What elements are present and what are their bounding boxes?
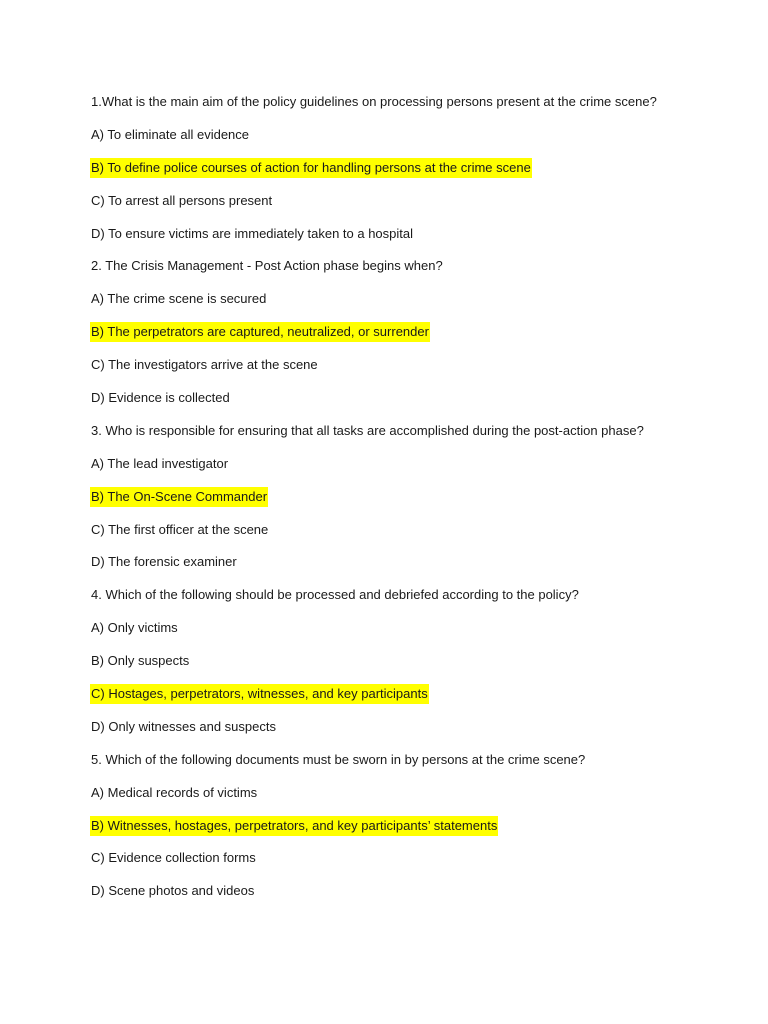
option-text: C) Hostages, perpetrators, witnesses, and key participants <box>90 684 429 704</box>
question-text: 1.What is the main aim of the policy guidelines on processing persons present at the crime scene? <box>91 94 657 109</box>
question-3 <box>90 421 730 454</box>
option-text: D) Scene photos and videos <box>91 883 255 899</box>
option-text: C) The investigators arrive at the scene <box>91 357 318 373</box>
option-text: B) Witnesses, hostages, perpetrators, and key participants’ statements <box>90 816 498 836</box>
option-text: C) To arrest all persons present <box>91 192 273 208</box>
option-text: A) Medical records of victims <box>91 784 258 800</box>
option-5b-highlighted <box>90 816 730 849</box>
option-text: A) To eliminate all evidence <box>91 126 250 142</box>
option-3a <box>90 454 730 487</box>
option-text: C) Evidence collection forms <box>91 850 256 866</box>
option-2b-highlighted <box>90 322 730 355</box>
question-5 <box>90 750 730 783</box>
option-4c-highlighted <box>90 684 730 717</box>
option-1a <box>90 125 730 158</box>
option-5a <box>90 783 730 816</box>
option-text: A) The lead investigator <box>91 455 229 471</box>
option-text: D) The forensic examiner <box>91 554 237 570</box>
option-1c <box>90 191 730 224</box>
option-1d <box>90 224 730 257</box>
option-text: A) The crime scene is secured <box>91 291 267 307</box>
option-2d <box>90 388 730 421</box>
question-text: 2. The Crisis Management - Post Action phase begins when? <box>91 258 443 274</box>
document-body <box>90 92 730 914</box>
question-text: 3. Who is responsible for ensuring that all tasks are accomplished during the post-action phase? <box>91 422 644 438</box>
option-text: B) Only suspects <box>91 653 190 669</box>
option-text: B) To define police courses of action for handling persons at the crime scene <box>90 158 532 178</box>
option-text: C) The first officer at the scene <box>91 521 269 537</box>
option-text: B) The perpetrators are captured, neutralized, or surrender <box>90 322 430 342</box>
option-3d <box>90 552 730 585</box>
question-2 <box>90 256 730 289</box>
question-text: 4. Which of the following should be processed and debriefed according to the policy? <box>91 587 579 603</box>
option-5c <box>90 848 730 881</box>
option-4d <box>90 717 730 750</box>
question-1 <box>90 92 730 125</box>
option-text: B) The On-Scene Commander <box>90 487 268 507</box>
option-text: D) Only witnesses and suspects <box>91 718 276 734</box>
option-2a <box>90 289 730 322</box>
option-3c <box>90 520 730 553</box>
question-text: 5. Which of the following documents must be sworn in by persons at the crime scene? <box>91 751 586 767</box>
option-text: A) Only victims <box>91 620 178 636</box>
option-1b-highlighted <box>90 158 730 191</box>
option-3b-highlighted <box>90 487 730 520</box>
option-text: D) To ensure victims are immediately taken to a hospital <box>91 225 414 241</box>
option-text: D) Evidence is collected <box>91 390 230 406</box>
option-2c <box>90 355 730 388</box>
option-4a <box>90 618 730 651</box>
option-5d <box>90 881 730 914</box>
question-4 <box>90 585 730 618</box>
option-4b <box>90 651 730 684</box>
